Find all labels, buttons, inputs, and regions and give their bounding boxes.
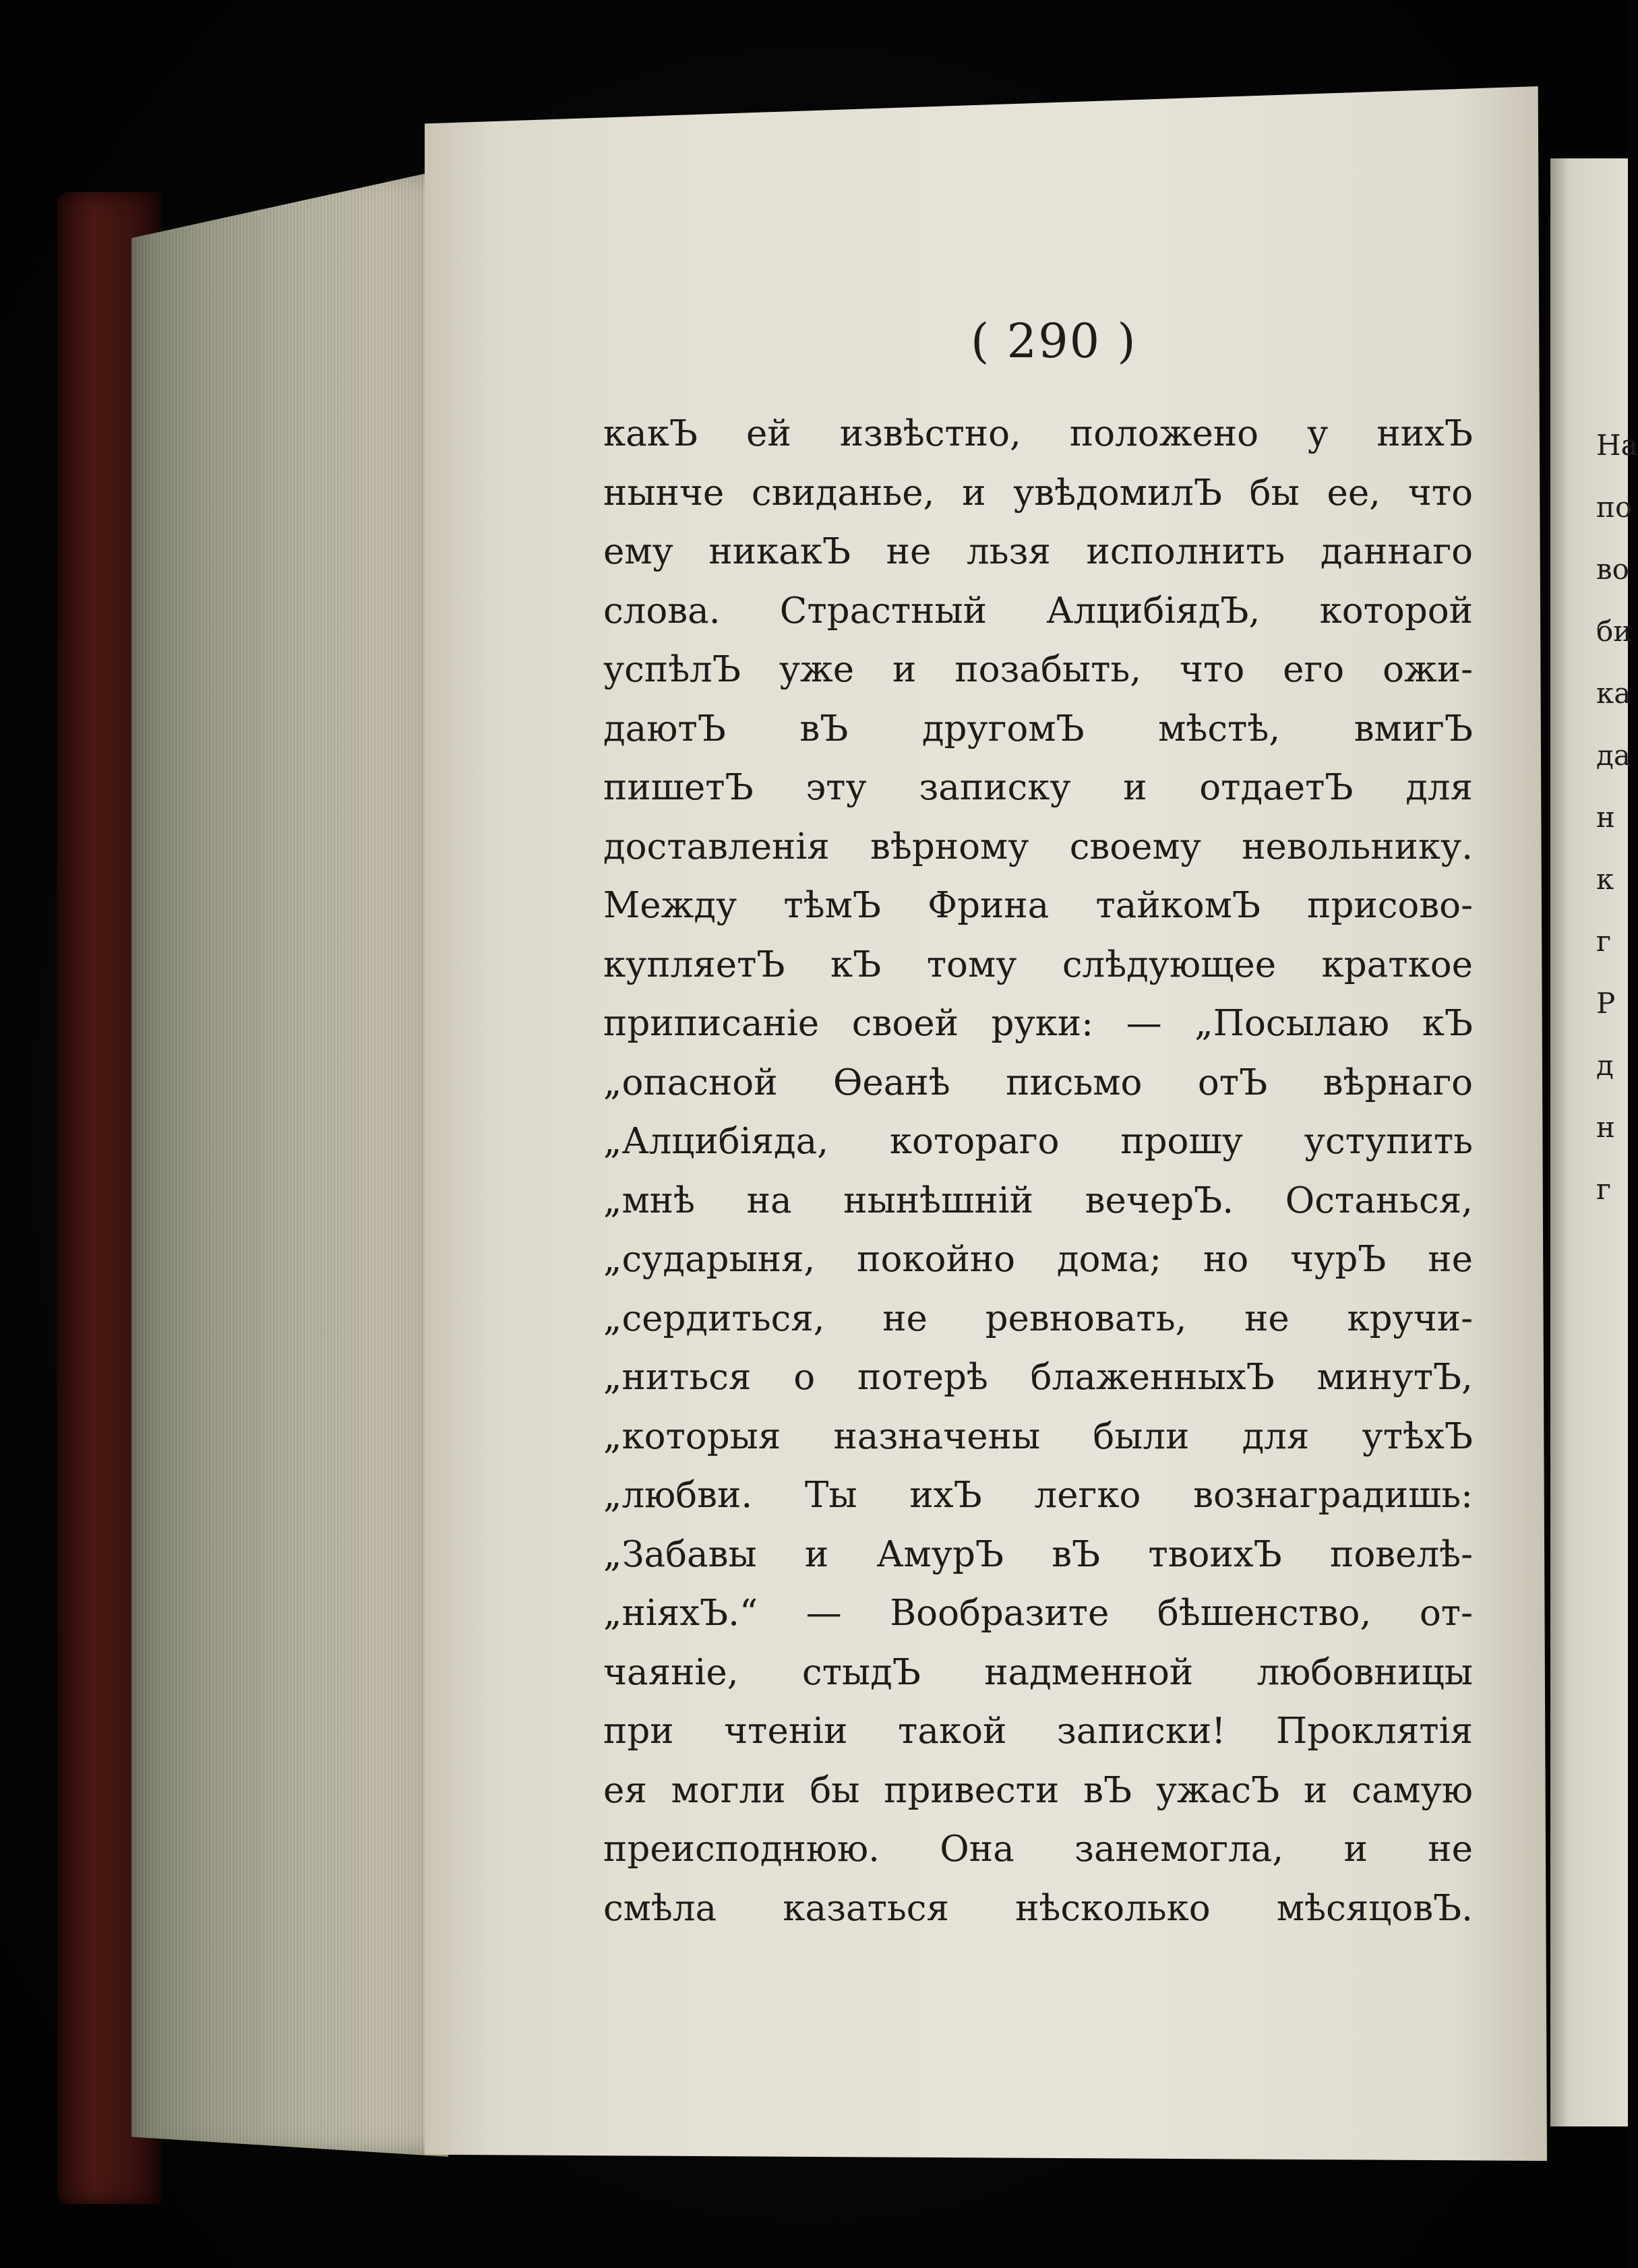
text-line: успѣлЪ уже и позабыть, что его ожи- <box>603 649 1473 690</box>
text-line: „сударыня, покойно дома; но чурЪ не <box>603 1239 1473 1280</box>
text-line: купляетЪ кЪ тому слѣдующее краткое <box>603 944 1473 985</box>
text-line: преисподнюю. Она занемогла, и не <box>603 1829 1473 1870</box>
next-page-fragment: н <box>1596 801 1615 834</box>
text-line: смѣла казаться нѣсколько мѣсяцовЪ. <box>603 1887 1473 1929</box>
page-edges <box>131 168 448 2157</box>
text-line: какЪ ей извѣстно, положено у нихЪ <box>603 413 1473 454</box>
next-page-fragment: к <box>1596 863 1614 896</box>
next-page-fragment: по <box>1596 491 1633 524</box>
text-line: ему никакЪ не льзя исполнить даннаго <box>603 531 1473 572</box>
page-text <box>603 404 1473 1938</box>
next-page-fragment: во <box>1596 553 1629 586</box>
text-line: при чтеніи такой записки! Проклятія <box>603 1711 1473 1752</box>
text-line: слова. Страстный АлцибіядЪ, которой <box>603 590 1473 632</box>
next-page-fragment: би <box>1596 615 1633 648</box>
next-page-fragment: На <box>1596 429 1638 462</box>
text-line: пишетЪ эту записку и отдаетЪ для <box>603 767 1473 808</box>
next-page-fragment: н <box>1596 1111 1615 1144</box>
text-line: „любви. Ты ихЪ легко вознаградишь: <box>603 1475 1473 1516</box>
text-line: нынче свиданье, и увѣдомилЪ бы ее, что <box>603 472 1473 514</box>
text-line: „ниться о потерѣ блаженныхЪ минутЪ, <box>603 1357 1473 1398</box>
text-line: „ніяхЪ.“ — Вообразите бѣшенство, от- <box>603 1593 1473 1634</box>
next-page-fragment: да <box>1596 739 1631 772</box>
page-number: ( 290 ) <box>971 313 1137 369</box>
text-line: „которыя назначены были для утѣхЪ <box>603 1415 1473 1457</box>
text-line: приписаніе своей руки: — „Посылаю кЪ <box>603 1003 1473 1044</box>
text-line: ея могли бы привести вЪ ужасЪ и самую <box>603 1769 1473 1811</box>
text-line: доставленія вѣрному своему невольнику. <box>603 826 1473 867</box>
next-page-fragment: г <box>1596 1173 1612 1206</box>
text-line: Между тѣмЪ Фрина тайкомЪ присово- <box>603 885 1473 926</box>
text-line: „Забавы и АмурЪ вЪ твоихЪ повелѣ- <box>603 1533 1473 1575</box>
next-page-fragments <box>1596 415 1637 1221</box>
text-line: „опасной Ѳеанѣ письмо отЪ вѣрнаго <box>603 1062 1473 1103</box>
text-line: „мнѣ на нынѣшній вечерЪ. Останься, <box>603 1179 1473 1221</box>
text-line: чаяніе, стыдЪ надменной любовницы <box>603 1651 1473 1693</box>
text-line: „Алцибіяда, котораго прошу уступить <box>603 1121 1473 1162</box>
next-page-fragment: Р <box>1596 987 1616 1020</box>
next-page-fragment: г <box>1596 925 1612 958</box>
text-line: „сердиться, не ревновать, не кручи- <box>603 1297 1473 1339</box>
next-page-fragment: ка <box>1596 677 1631 710</box>
next-page-fragment: д <box>1596 1049 1614 1082</box>
text-line: даютЪ вЪ другомЪ мѣстѣ, вмигЪ <box>603 708 1473 749</box>
